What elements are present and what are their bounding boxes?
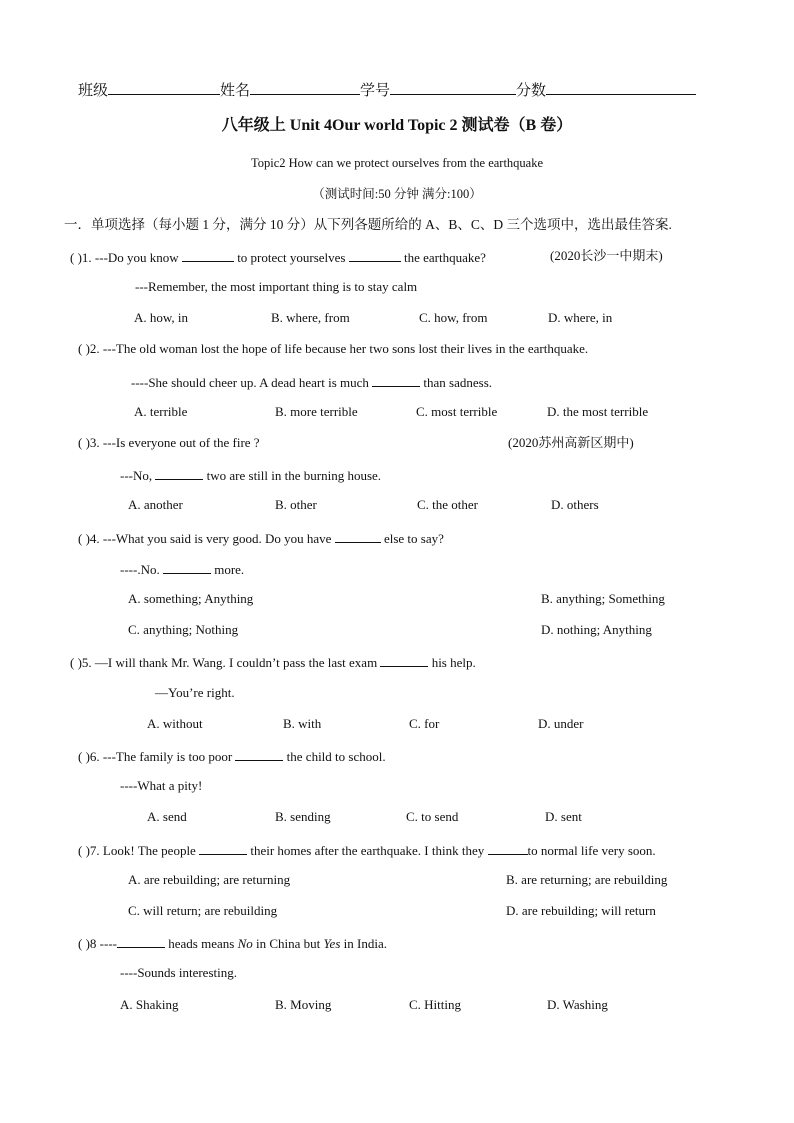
option-b[interactable]: B. anything; Something [541,591,665,606]
answer-paren[interactable]: ( ) [78,749,90,764]
dialogue-reply: ----Sounds interesting. [120,965,237,980]
answer-paren[interactable]: ( ) [78,341,90,356]
option-a[interactable]: A. without [147,716,203,731]
section-heading: 一．单项选择（每小题 1 分，满分 10 分）从下列各题所给的 A、B、C、D 三个选项中，选出最佳答案. [64,217,672,232]
question-3: ( )3. ---Is everyone out of the fire ? [78,435,260,450]
option-a[interactable]: A. Shaking [120,997,179,1012]
option-c[interactable]: C. the other [417,497,479,512]
question-4: ( )4. ---What you said is very good. Do you have else to say? [78,531,444,546]
answer-blank [235,747,283,761]
option-b[interactable]: B. where, from [271,310,350,325]
option-c[interactable]: C. how, from [419,310,488,325]
option-d[interactable]: D. nothing; Anything [541,622,652,637]
option-d[interactable]: D. under [538,716,584,731]
answer-blank [199,841,247,855]
option-b[interactable]: B. more terrible [275,404,358,419]
question-source: (2020长沙一中期末) [550,248,663,263]
answer-paren[interactable]: ( ) [78,435,90,450]
question-5: ( )5. —I will thank Mr. Wang. I couldn’t pass the last exam his help. [70,655,476,670]
answer-paren[interactable]: ( ) [78,531,90,546]
option-a[interactable]: A. send [147,809,187,824]
question-2: ( )2. ---The old woman lost the hope of life because her two sons lost their lives in the earthquake. [78,341,589,356]
answer-blank [380,653,428,667]
name-blank[interactable] [250,80,360,95]
dialogue-reply: —You’re right. [155,685,235,700]
question-7: ( )7. Look! The people their homes after the earthquake. I think they to normal life very soon. [78,843,656,858]
class-blank[interactable] [108,80,220,95]
option-c[interactable]: C. Hitting [409,997,462,1012]
option-b[interactable]: B. other [275,497,317,512]
option-b[interactable]: B. sending [275,809,331,824]
option-d[interactable]: D. sent [545,809,582,824]
id-blank[interactable] [390,80,516,95]
dialogue-reply: ----She should cheer up. A dead heart is much than sadness. [131,375,493,390]
question-source: (2020苏州高新区期中) [508,435,634,450]
score-blank[interactable] [546,80,696,95]
student-info-line [78,80,696,99]
option-c[interactable]: C. to send [406,809,459,824]
option-d[interactable]: D. where, in [548,310,613,325]
answer-blank [163,560,211,574]
class-label: 班级 [78,83,109,99]
dialogue-reply: ---Remember, the most important thing is to stay calm [135,279,418,294]
option-b[interactable]: B. are returning; are rebuilding [506,872,668,887]
answer-blank [349,248,401,262]
dialogue-reply: ----What a pity! [120,778,203,793]
option-a[interactable]: A. terrible [134,404,188,419]
answer-paren[interactable]: ( ) [78,936,90,951]
page-subtitle: Topic2 How can we protect ourselves from the earthquake [250,156,544,170]
answer-blank [488,841,528,855]
name-label: 姓名 [220,83,251,99]
answer-blank [335,529,381,543]
option-c[interactable]: C. anything; Nothing [128,622,239,637]
page-title: 八年级上 Unit 4Our world Topic 2 测试卷（B 卷） [221,117,573,134]
option-a[interactable]: A. another [128,497,183,512]
answer-blank [372,373,420,387]
question-8: ( )8 ---- heads means No in China but Yes in India. [78,936,387,951]
option-b[interactable]: B. with [283,716,322,731]
option-b[interactable]: B. Moving [275,997,332,1012]
option-a[interactable]: A. something; Anything [128,591,254,606]
dialogue-reply: ----.No. more. [120,562,245,577]
option-c[interactable]: C. for [409,716,440,731]
dialogue-reply: ---No, two are still in the burning house. [120,468,382,483]
answer-blank [155,466,203,480]
answer-blank [182,248,234,262]
option-d[interactable]: D. are rebuilding; will return [506,903,656,918]
option-c[interactable]: C. most terrible [416,404,498,419]
answer-paren[interactable]: ( ) [70,250,82,265]
question-6: ( )6. ---The family is too poor the child to school. [78,749,386,764]
option-d[interactable]: D. Washing [547,997,608,1012]
question-1: ( )1. ---Do you know to protect yourselves the earthquake? [70,250,486,265]
option-c[interactable]: C. will return; are rebuilding [128,903,278,918]
answer-blank [117,934,165,948]
option-a[interactable]: A. are rebuilding; are returning [128,872,291,887]
option-d[interactable]: D. others [551,497,599,512]
answer-paren[interactable]: ( ) [70,655,82,670]
option-d[interactable]: D. the most terrible [547,404,649,419]
exam-meta: （测试时间:50 分钟 满分:100） [312,187,482,201]
option-a[interactable]: A. how, in [134,310,189,325]
id-label: 学号 [360,83,391,99]
score-label: 分数 [516,83,547,99]
answer-paren[interactable]: ( ) [78,843,90,858]
